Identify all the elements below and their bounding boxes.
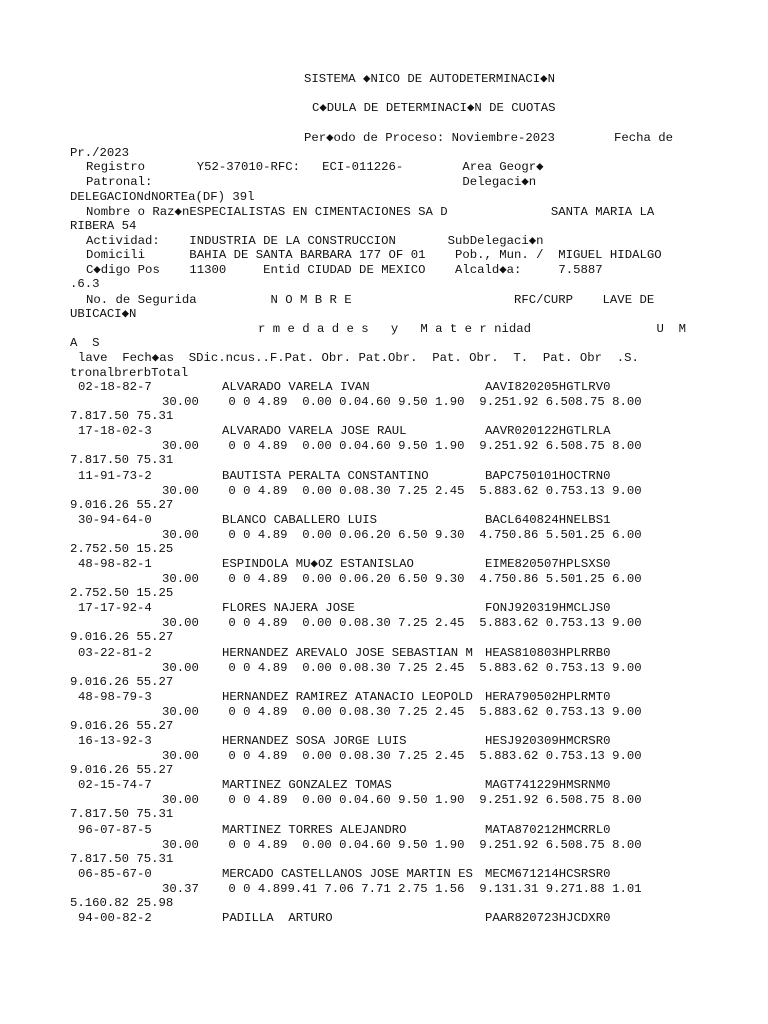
domicilio-line: Domicili BAHIA DE SANTA BARBARA 177 OF 01 Pob., Mun. / MIGUEL HIDALGO <box>86 248 662 262</box>
row-values-cont: 7.817.50 75.31 <box>70 852 174 866</box>
row-rfc: MECM671214HCSRSR0 <box>485 867 611 881</box>
row-rfc: EIME820507HPLSXS0 <box>485 557 611 571</box>
row-nss: 17-18-02-3 <box>78 424 152 438</box>
row-nss: 96-07-87-5 <box>78 823 152 837</box>
row-name: BLANCO CABALLERO LUIS <box>222 513 377 527</box>
row-values: 30.00 0 0 4.89 0.00 0.06.20 6.50 9.30 4.750.86 5.501.25 6.00 <box>162 528 642 542</box>
row-values-cont: 9.016.26 55.27 <box>70 763 174 777</box>
row-nss: 06-85-67-0 <box>78 867 152 881</box>
codigo-postal-line: C◆digo Pos 11300 Entid CIUDAD DE MEXICO Alcald◆a: 7.5887 <box>86 263 603 277</box>
row-nss: 02-15-74-7 <box>78 778 152 792</box>
row-nss: 16-13-92-3 <box>78 734 152 748</box>
row-values: 30.37 0 0 4.899.41 7.06 7.71 2.75 1.56 9.131.31 9.271.88 1.01 <box>162 882 642 896</box>
row-values: 30.00 0 0 4.89 0.00 0.08.30 7.25 2.45 5.883.62 0.753.13 9.00 <box>162 616 642 630</box>
row-values: 30.00 0 0 4.89 0.00 0.04.60 9.50 1.90 9.251.92 6.508.75 8.00 <box>162 395 642 409</box>
row-name: ALVARADO VARELA JOSE RAUL <box>222 424 407 438</box>
row-values-cont: 9.016.26 55.27 <box>70 719 174 733</box>
row-values-cont: 9.016.26 55.27 <box>70 498 174 512</box>
row-name: FLORES NAJERA JOSE <box>222 601 355 615</box>
row-name: HERNANDEZ SOSA JORGE LUIS <box>222 734 407 748</box>
row-name: PADILLA ARTURO <box>222 911 333 925</box>
row-name: HERNANDEZ AREVALO JOSE SEBASTIAN M <box>222 646 473 660</box>
row-rfc: MATA870212HMCRRL0 <box>485 823 611 837</box>
registro-line: Registro Y52-37010-RFC: ECI-011226- Area Geogr◆ <box>86 160 544 174</box>
row-values: 30.00 0 0 4.89 0.00 0.08.30 7.25 2.45 5.883.62 0.753.13 9.00 <box>162 705 642 719</box>
row-nss: 11-91-73-2 <box>78 469 152 483</box>
table-header-line3-cont: tronalbrerbTotal <box>70 366 189 380</box>
row-values-cont: 2.752.50 15.25 <box>70 542 174 556</box>
row-values: 30.00 0 0 4.89 0.00 0.04.60 9.50 1.90 9.251.92 6.508.75 8.00 <box>162 439 642 453</box>
row-rfc: AAVR020122HGTLRLA <box>485 424 611 438</box>
razon-social-cont: RIBERA 54 <box>70 219 137 233</box>
patronal-line: Patronal: Delegaci◆n <box>86 175 537 189</box>
row-values-cont: 9.016.26 55.27 <box>70 630 174 644</box>
row-rfc: BAPC750101HOCTRN0 <box>485 469 611 483</box>
row-values: 30.00 0 0 4.89 0.00 0.08.30 7.25 2.45 5.883.62 0.753.13 9.00 <box>162 749 642 763</box>
row-values: 30.00 0 0 4.89 0.00 0.06.20 6.50 9.30 4.750.86 5.501.25 6.00 <box>162 572 642 586</box>
razon-social-line: Nombre o Raz◆nESPECIALISTAS EN CIMENTACIONES SA D SANTA MARIA LA <box>86 205 655 219</box>
row-nss: 03-22-81-2 <box>78 646 152 660</box>
row-nss: 17-17-92-4 <box>78 601 152 615</box>
row-rfc: PAAR820723HJCDXR0 <box>485 911 611 925</box>
row-values: 30.00 0 0 4.89 0.00 0.08.30 7.25 2.45 5.883.62 0.753.13 9.00 <box>162 661 642 675</box>
row-name: ALVARADO VARELA IVAN <box>222 380 370 394</box>
table-header-line3: lave Fech◆as SDic.ncus..F.Pat. Obr. Pat.Obr. Pat. Obr. T. Pat. Obr .S. <box>78 351 639 365</box>
system-title: SISTEMA ◆NICO DE AUTODETERMINACI◆N <box>304 72 555 86</box>
row-nss: 94-00-82-2 <box>78 911 152 925</box>
row-rfc: BACL640824HNELBS1 <box>485 513 611 527</box>
row-name: BAUTISTA PERALTA CONSTANTINO <box>222 469 429 483</box>
row-name: ESPINDOLA MU◆OZ ESTANISLAO <box>222 557 414 571</box>
row-rfc: HERA790502HPLRMT0 <box>485 690 611 704</box>
table-header-line2: r m e d a d e s y M a t e r nidad U M <box>258 322 687 336</box>
table-header-line1-cont: UBICACI◆N <box>70 307 137 321</box>
row-rfc: HESJ920309HMCRSR0 <box>485 734 611 748</box>
row-values-cont: 2.752.50 15.25 <box>70 586 174 600</box>
row-rfc: AAVI820205HGTLRV0 <box>485 380 611 394</box>
row-rfc: MAGT741229HMSRNM0 <box>485 778 611 792</box>
row-values-cont: 7.817.50 75.31 <box>70 453 174 467</box>
period-line: Per◆odo de Proceso: Noviembre-2023 Fecha de <box>304 131 673 145</box>
row-rfc: HEAS810803HPLRRB0 <box>485 646 611 660</box>
table-header-line2-cont: A S <box>70 336 100 350</box>
form-title: C◆DULA DE DETERMINACI◆N DE CUOTAS <box>312 101 556 115</box>
codigo-postal-cont: .6.3 <box>70 277 100 291</box>
row-values: 30.00 0 0 4.89 0.00 0.08.30 7.25 2.45 5.883.62 0.753.13 9.00 <box>162 484 642 498</box>
row-values-cont: 9.016.26 55.27 <box>70 675 174 689</box>
row-nss: 48-98-82-1 <box>78 557 152 571</box>
actividad-line: Actividad: INDUSTRIA DE LA CONSTRUCCION SubDelegaci◆n <box>86 234 544 248</box>
period-line-cont: Pr./2023 <box>70 146 130 160</box>
row-nss: 02-18-82-7 <box>78 380 152 394</box>
row-nss: 48-98-79-3 <box>78 690 152 704</box>
row-values: 30.00 0 0 4.89 0.00 0.04.60 9.50 1.90 9.251.92 6.508.75 8.00 <box>162 838 642 852</box>
row-name: HERNANDEZ RAMIREZ ATANACIO LEOPOLD <box>222 690 473 704</box>
row-name: MARTINEZ TORRES ALEJANDRO <box>222 823 407 837</box>
row-name: MARTINEZ GONZALEZ TOMAS <box>222 778 392 792</box>
table-header-line1: No. de Segurida N O M B R E RFC/CURP LAVE DE <box>86 293 655 307</box>
row-rfc: FONJ920319HMCLJS0 <box>485 601 611 615</box>
row-values-cont: 7.817.50 75.31 <box>70 409 174 423</box>
row-name: MERCADO CASTELLANOS JOSE MARTIN ES <box>222 867 473 881</box>
row-values-cont: 5.160.82 25.98 <box>70 896 174 910</box>
row-nss: 30-94-64-0 <box>78 513 152 527</box>
delegacion-line: DELEGACIONdNORTEa(DF) 39l <box>70 190 255 204</box>
row-values: 30.00 0 0 4.89 0.00 0.04.60 9.50 1.90 9.251.92 6.508.75 8.00 <box>162 793 642 807</box>
row-values-cont: 7.817.50 75.31 <box>70 807 174 821</box>
